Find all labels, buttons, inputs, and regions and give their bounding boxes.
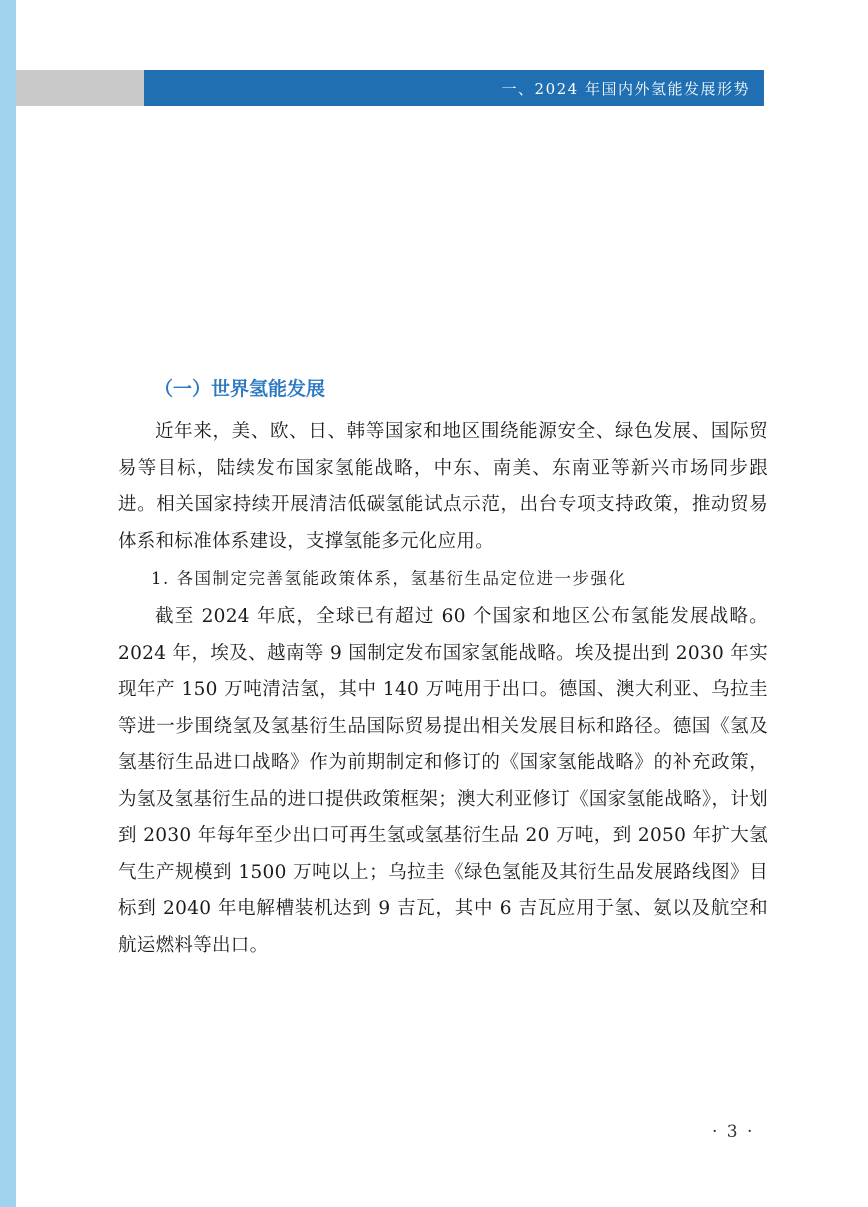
body-paragraph: 截至 2024 年底，全球已有超过 60 个国家和地区公布氢能发展战略。2024 年，埃及、越南等 9 国制定发布国家氢能战略。埃及提出到 2030 年实现年产 150 万吨清洁氢，其中 140 万吨用于出口。德国、澳大利亚、乌拉圭等进一步围绕氢及氢基衍生品国际贸易提出相关发展目标和路径。德国《氢及氢基衍生品进口战略》作为前期制定和修订的《国家氢能战略》的补充政策，为氢及氢基衍生品的进口提供政策框架；澳大利亚修订《国家氢能战略》，计划到 2030 年每年至少出口可再生氢或氢基衍生品 20 万吨，到 2050 年扩大氢气生产规模到 1500 万吨以上；乌拉圭《绿色氢能及其衍生品发展路线图》目标到 2040 年电解槽装机达到 9 吉瓦，其中 6 吉瓦应用于氢、氨以及航空和航运燃料等出口。 bbox=[118, 606, 768, 956]
header-blue-band bbox=[144, 70, 764, 106]
section-title: （一）世界氢能发展 bbox=[154, 378, 326, 400]
intro-paragraph: 近年来，美、欧、日、韩等国家和地区围绕能源安全、绿色发展、国际贸易等目标，陆续发布国家氢能战略，中东、南美、东南亚等新兴市场同步跟进。相关国家持续开展清洁低碳氢能试点示范，出台专项支持政策，推动贸易体系和标准体系建设，支撑氢能多元化应用。 bbox=[118, 421, 768, 552]
side-color-strip bbox=[0, 0, 16, 1207]
subsection-title: 1. 各国制定完善氢能政策体系，氢基衍生品定位进一步强化 bbox=[151, 569, 627, 588]
chapter-title: 一、2024 年国内外氢能发展形势 bbox=[501, 79, 750, 98]
header-grey-block bbox=[16, 70, 144, 106]
page-number: · 3 · bbox=[712, 1122, 755, 1142]
running-header bbox=[16, 70, 764, 106]
main-content bbox=[118, 372, 768, 964]
